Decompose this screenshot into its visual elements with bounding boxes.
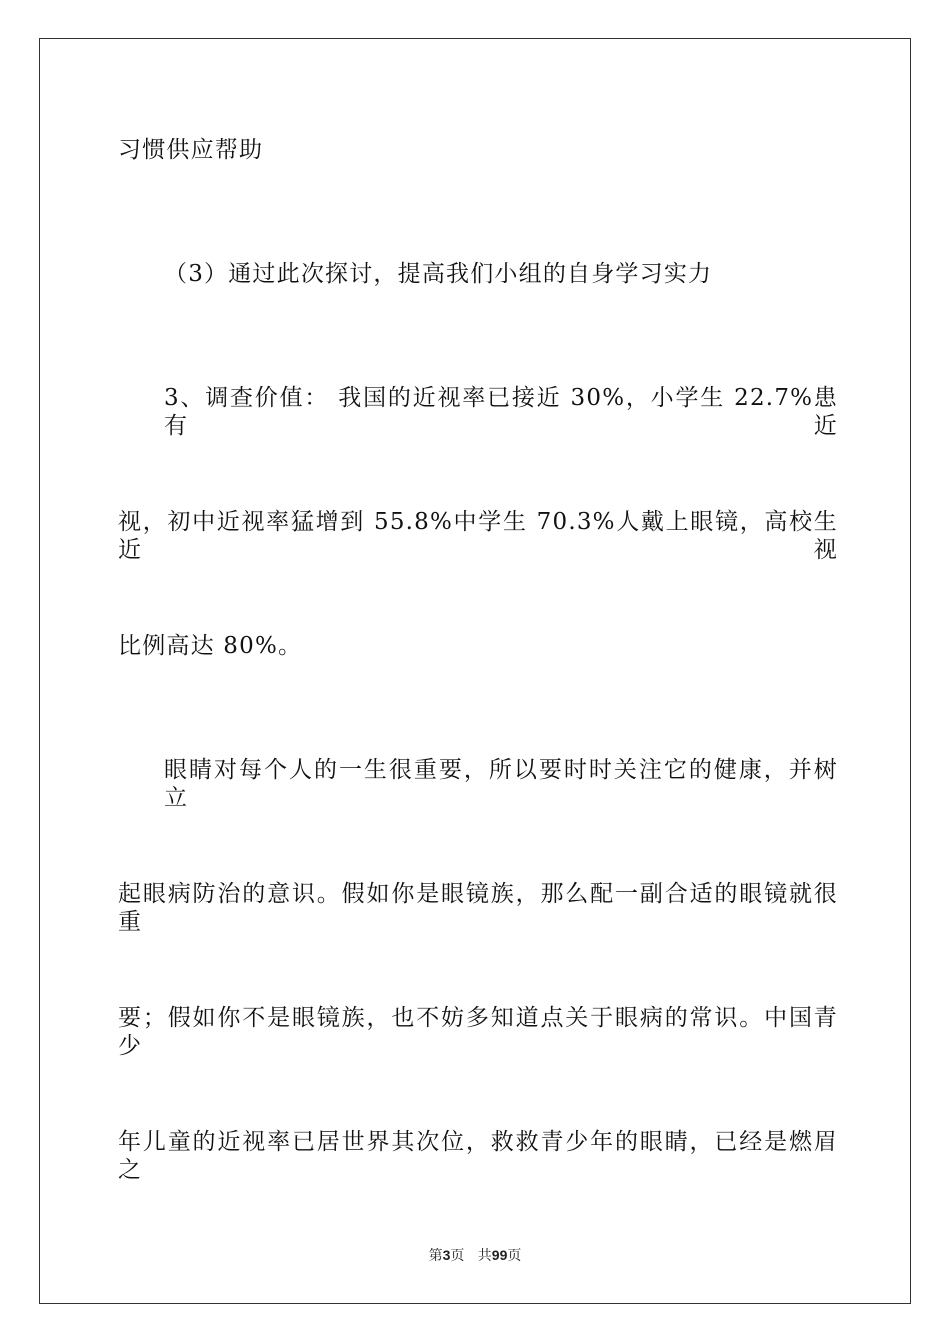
footer-prefix: 第 (428, 1248, 443, 1264)
text-line-6: 眼睛对每个人的一生很重要，所以要时时关注它的健康，并树立 (164, 757, 838, 811)
footer-page-suffix: 页 (450, 1248, 465, 1264)
text-line-8: 要；假如你不是眼镜族，也不妨多知道点关于眼病的常识。中国青少 (118, 1005, 838, 1059)
text-line-3: 3、调查价值： 我国的近视率已接近 30%，小学生 22.7%患有近 (164, 385, 838, 439)
text-line-1: 习惯供应帮助 (118, 137, 264, 163)
text-line-2: （3）通过此次探讨，提高我们小组的自身学习实力 (164, 261, 713, 287)
footer-page-number: 3 (442, 1247, 451, 1263)
text-line-5: 比例高达 80%。 (118, 633, 303, 659)
footer-total-suffix: 页 (507, 1248, 522, 1264)
page-footer (0, 1246, 950, 1265)
text-line-4: 视，初中近视率猛增到 55.8%中学生 70.3%人戴上眼镜，高校生近视 (118, 509, 838, 563)
page-border (39, 38, 911, 1304)
footer-total-pages: 99 (491, 1247, 508, 1263)
text-line-7: 起眼病防治的意识。假如你是眼镜族，那么配一副合适的眼镜就很重 (118, 881, 838, 935)
footer-total-prefix: 共 (477, 1248, 492, 1264)
text-line-9: 年儿童的近视率已居世界其次位，救救青少年的眼睛，已经是燃眉之 (118, 1129, 838, 1183)
